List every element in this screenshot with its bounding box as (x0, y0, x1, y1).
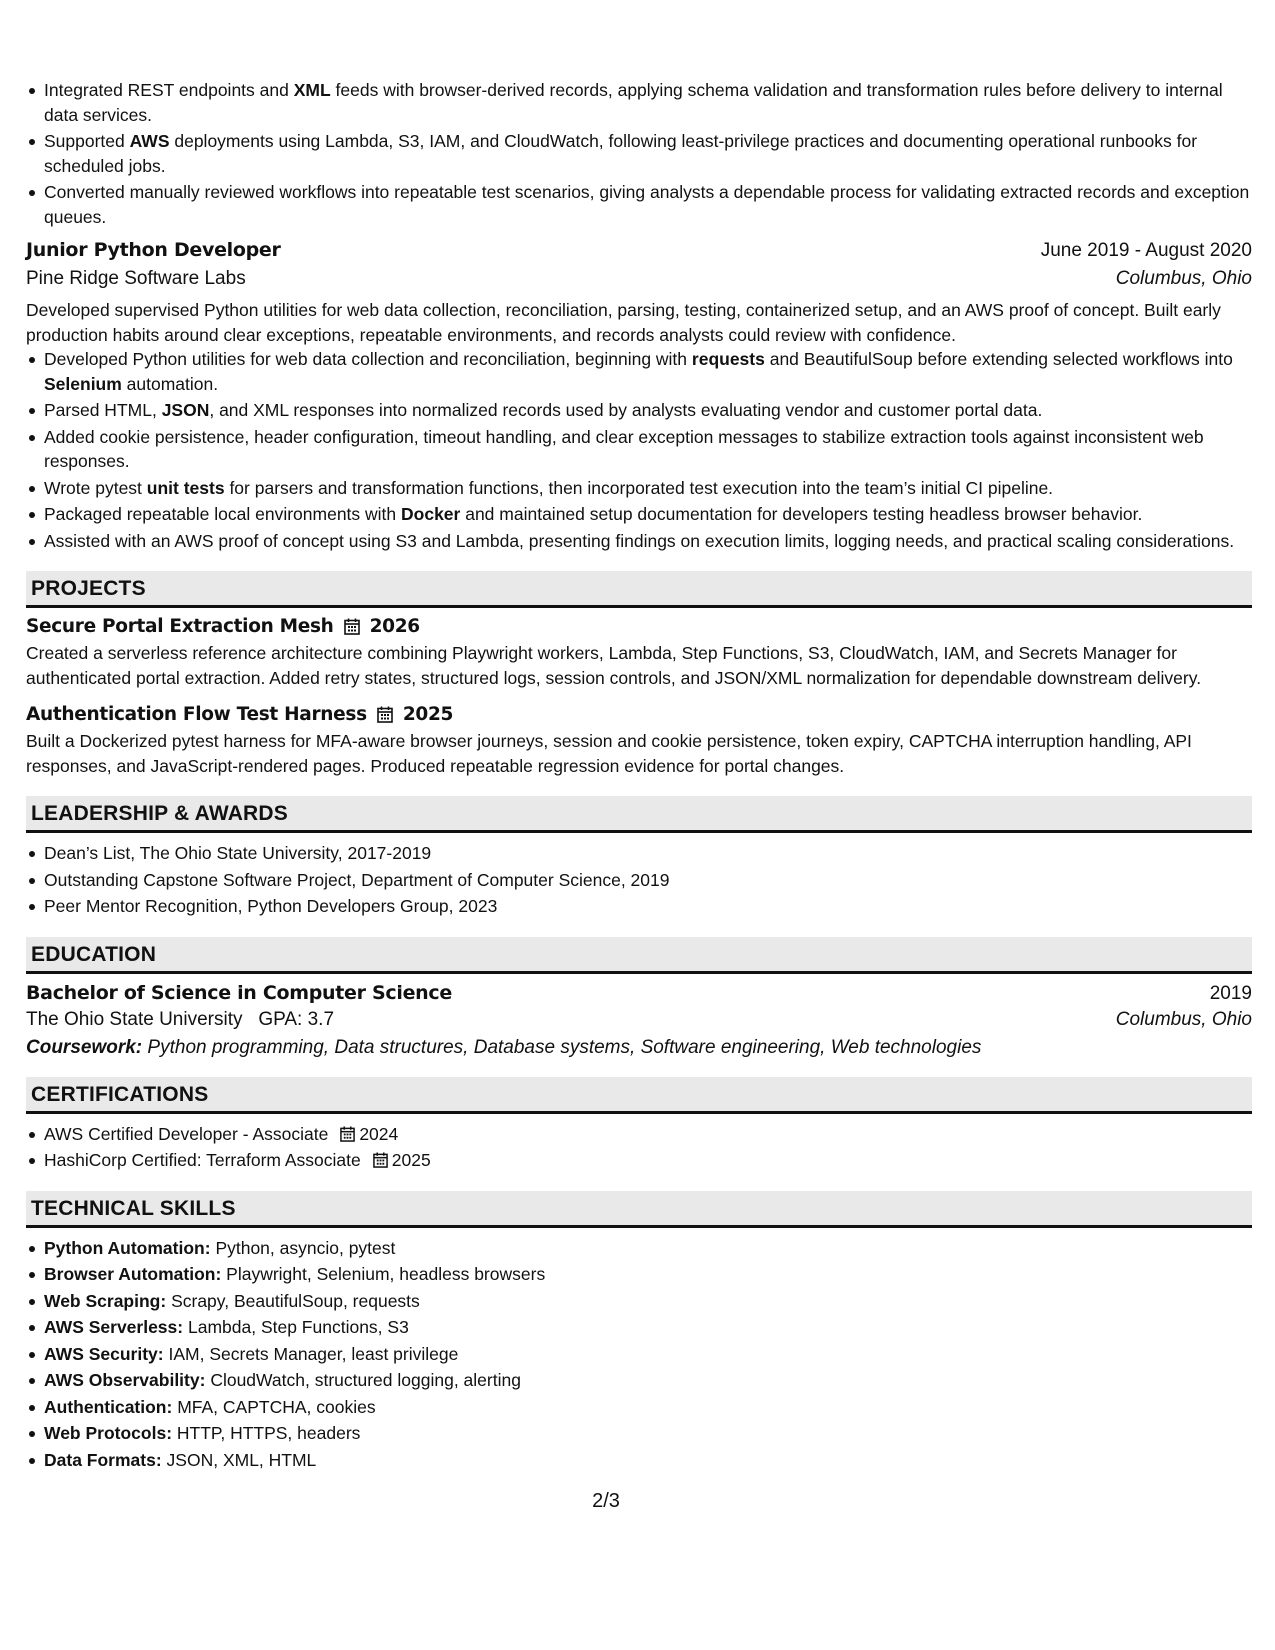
skill-item (26, 1448, 1252, 1473)
skill-item (26, 1262, 1252, 1287)
list-item (26, 1122, 1252, 1147)
job-bullets (26, 347, 1252, 553)
skill-item (26, 1368, 1252, 1393)
section-heading-education: EDUCATION (26, 937, 1252, 974)
certifications-list (26, 1122, 1252, 1173)
certification-year: 2024 (359, 1123, 399, 1144)
list-item: Wrote pytest unit tests for parsers and transformation functions, then incorporated test execution into the team’s initial CI pipeline. (26, 476, 1252, 501)
section-heading-certifications: CERTIFICATIONS (26, 1077, 1252, 1114)
section-heading-skills: TECHNICAL SKILLS (26, 1191, 1252, 1228)
certification-name: HashiCorp Certified: Terraform Associate (44, 1150, 361, 1170)
leadership-list (26, 841, 1252, 919)
list-item (26, 1148, 1252, 1173)
list-item: Supported AWS deployments using Lambda, S3, IAM, and CloudWatch, following least-privilege practices and documenting operational runbooks for scheduled jobs. (26, 129, 1252, 178)
list-item: Peer Mentor Recognition, Python Developers Group, 2023 (26, 894, 1252, 919)
project-year: 2025 (402, 704, 454, 725)
list-item: Integrated REST endpoints and XML feeds with browser-derived records, applying schema validation and transformation rules before delivery to internal data services. (26, 78, 1252, 127)
certification-name: AWS Certified Developer - Associate (44, 1123, 329, 1144)
list-item: Outstanding Capstone Software Project, Department of Computer Science, 2019 (26, 868, 1252, 893)
skill-label: AWS Observability: (44, 1370, 206, 1390)
skill-value: Scrapy, BeautifulSoup, requests (171, 1290, 420, 1311)
skill-value: CloudWatch, structured logging, alerting (210, 1370, 521, 1390)
job-location: Columbus, Ohio (1115, 268, 1252, 289)
list-item: Converted manually reviewed workflows into repeatable test scenarios, giving analysts a dependable process for validating extracted records and exception queues. (26, 180, 1252, 229)
job-summary: Developed supervised Python utilities for web data collection, reconciliation, parsing, testing, containerized setup, and an AWS proof of concept. Built early production habits around clear exceptions, repeatable environments, and records analysts could review with confidence. (26, 300, 1221, 345)
project-description: Built a Dockerized pytest harness for MFA-aware browser journeys, session and cookie persistence, token expiry, CAPTCHA interruption handling, API responses, and JavaScript-rendered pages. Produced repeatable regression evidence for portal changes. (26, 731, 1192, 776)
graduation-year: 2019 (1209, 982, 1252, 1004)
project-description: Created a serverless reference architecture combining Playwright workers, Lambda, Step Functions, S3, CloudWatch, IAM, and Secrets Manager for authenticated portal extraction. Added retry states, structured logs, session controls, and JSON/XML normalization for dependable downstream delivery. (26, 643, 1202, 688)
list-item: Assisted with an AWS proof of concept using S3 and Lambda, presenting findings on execution limits, logging needs, and practical scaling considerations. (26, 529, 1252, 554)
skill-label: AWS Security: (44, 1343, 164, 1364)
calendar-icon (377, 706, 393, 723)
skill-value: MFA, CAPTCHA, cookies (177, 1396, 376, 1417)
education-entry (26, 982, 1252, 1059)
calendar-icon (373, 1152, 388, 1168)
resume-page (26, 78, 1252, 1474)
project-entry (26, 704, 1252, 778)
calendar-icon (344, 618, 360, 635)
coursework-list: Python programming, Data structures, Database systems, Software engineering, Web technologies (147, 1036, 982, 1058)
school: The Ohio State University (26, 1008, 243, 1030)
list-item: Developed Python utilities for web data collection and reconciliation, beginning with requests and BeautifulSoup before extending selected workflows into Selenium automation. (26, 347, 1252, 396)
certification-year: 2025 (391, 1150, 431, 1170)
project-entry (26, 616, 1252, 690)
skill-label: Authentication: (44, 1396, 173, 1417)
section-heading-projects: PROJECTS (26, 571, 1252, 608)
job-company: Pine Ridge Software Labs (26, 268, 246, 289)
skill-item (26, 1395, 1252, 1420)
calendar-icon (340, 1126, 355, 1142)
skill-item (26, 1421, 1252, 1446)
previous-job-bullets (26, 78, 1252, 229)
project-title: Secure Portal Extraction Mesh (26, 616, 334, 637)
skill-value: HTTP, HTTPS, headers (176, 1423, 361, 1443)
list-item: Added cookie persistence, header configuration, timeout handling, and clear exception messages to stabilize extraction tools against inconsistent web responses. (26, 425, 1252, 474)
skill-item (26, 1289, 1252, 1314)
coursework (26, 1037, 1252, 1059)
skill-label: Web Protocols: (44, 1423, 173, 1443)
gpa: GPA: 3.7 (258, 1008, 335, 1030)
skill-value: Lambda, Step Functions, S3 (187, 1317, 409, 1337)
skill-label: Python Automation: (44, 1237, 211, 1258)
section-heading-leadership: LEADERSHIP & AWARDS (26, 796, 1252, 833)
skill-value: JSON, XML, HTML (166, 1449, 317, 1470)
skill-label: Browser Automation: (44, 1264, 222, 1284)
project-year: 2026 (369, 616, 420, 637)
coursework-label: Coursework: (26, 1036, 143, 1058)
skill-item (26, 1236, 1252, 1261)
job-dates: June 2019 - August 2020 (1040, 240, 1252, 261)
page-number: 2/3 (592, 1490, 620, 1512)
project-title: Authentication Flow Test Harness (26, 704, 367, 725)
skill-label: Data Formats: (44, 1449, 162, 1470)
skills-list (26, 1236, 1252, 1473)
list-item: Dean’s List, The Ohio State University, 2017-2019 (26, 841, 1252, 866)
skill-label: Web Scraping: (44, 1290, 167, 1311)
skill-label: AWS Serverless: (44, 1317, 184, 1337)
job-entry (26, 239, 1252, 553)
degree: Bachelor of Science in Computer Science (26, 981, 452, 1004)
skill-item (26, 1315, 1252, 1340)
list-item: Packaged repeatable local environments with Docker and maintained setup documentation for developers testing headless browser behavior. (26, 502, 1252, 527)
skill-value: IAM, Secrets Manager, least privilege (168, 1343, 459, 1364)
skill-value: Playwright, Selenium, headless browsers (226, 1264, 546, 1284)
skill-value: Python, asyncio, pytest (215, 1237, 396, 1258)
skill-item (26, 1342, 1252, 1367)
list-item: Parsed HTML, JSON, and XML responses into normalized records used by analysts evaluating vendor and customer portal data. (26, 398, 1252, 423)
school-location: Columbus, Ohio (1115, 1008, 1252, 1030)
job-title: Junior Python Developer (26, 239, 281, 261)
